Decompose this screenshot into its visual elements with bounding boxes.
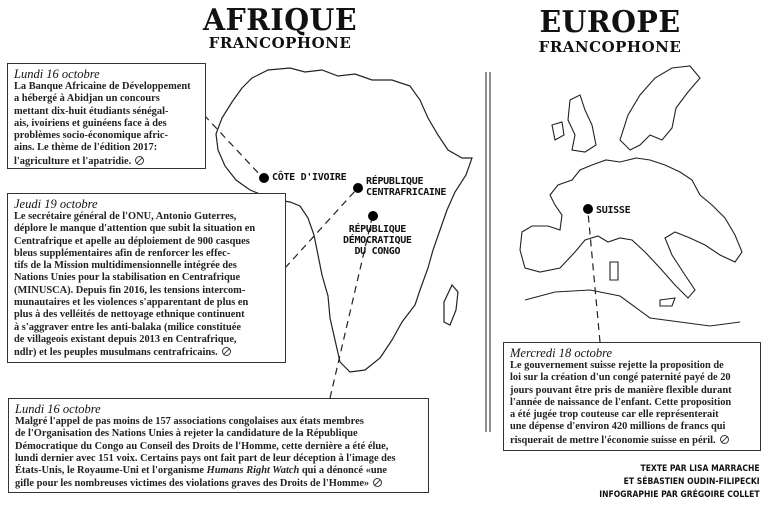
africa-subtitle: FRANCOPHONE bbox=[208, 34, 352, 52]
europe-title: EUROPE bbox=[539, 5, 681, 40]
end-mark-icon bbox=[222, 347, 231, 356]
label-suisse: SUISSE bbox=[596, 205, 631, 216]
article-date: Mercredi 18 octobre bbox=[510, 346, 613, 360]
article-line: munautaires et les violences s'apparentant de plus en bbox=[14, 297, 249, 309]
article-line bbox=[15, 477, 422, 490]
article-text: États-Unis, le Royaume-Uni et l'organisme bbox=[15, 465, 207, 477]
article-line: ais, ivoiriens et guinéens face à des bbox=[14, 117, 167, 129]
connector-line bbox=[204, 115, 262, 177]
label-line: CENTRAFRICAINE bbox=[366, 187, 447, 198]
article-text: ndlr) et les peuples musulmans centrafricains. bbox=[14, 347, 218, 359]
article-text: l'agriculture et l'apatridie. bbox=[14, 155, 132, 167]
article-text: risquerait de mettre l'économie suisse en péril. bbox=[510, 434, 716, 446]
north-africa-coast bbox=[525, 290, 740, 326]
article-line: lundi dernier avec 151 voix. Certains pays ont fait part de leur déception à l'image des bbox=[15, 452, 396, 464]
article-line: de l'Organisation des Nations Unies à rejeter la candidature de la République bbox=[15, 428, 358, 440]
article-line bbox=[510, 434, 754, 447]
article-line: Démocratique du Congo au Conseil des Droits de l'Homme, cette dernière a été élue, bbox=[15, 440, 389, 452]
article-line: mettant dix-huit étudiants sénégal- bbox=[14, 105, 169, 117]
credit-line: INFOGRAPHIE PAR GRÉGOIRE COLLET bbox=[599, 490, 760, 500]
article-line: jours pouvant être pris de manière flexible durant bbox=[510, 384, 732, 396]
connector-line bbox=[588, 212, 600, 342]
article-line: (MINUSCA). Depuis fin 2016, les tensions intercom- bbox=[14, 284, 246, 296]
article-cote-ivoire bbox=[7, 63, 206, 169]
rdc-marker bbox=[368, 211, 378, 221]
article-line: Malgré l'appel de pas moins de 157 associations congolaises aux états membres bbox=[15, 416, 364, 427]
label-line: DÉMOCRATIQUE bbox=[343, 235, 412, 246]
article-text: gifle pour les nombreuses victimes des violations graves des Droits de l'Homme» bbox=[15, 478, 370, 490]
article-suisse bbox=[503, 342, 761, 451]
article-date: Lundi 16 octobre bbox=[14, 67, 100, 81]
article-line: a hébergé à Abidjan un concours bbox=[14, 93, 160, 105]
europe-subtitle: FRANCOPHONE bbox=[538, 38, 682, 56]
label-cote-ivoire: CÔTE D'IVOIRE bbox=[272, 172, 347, 183]
scandinavia-map bbox=[620, 66, 700, 150]
article-emphasis: Humans Right Watch bbox=[206, 465, 300, 477]
article-centrafrique bbox=[7, 193, 286, 363]
end-mark-icon bbox=[135, 156, 144, 165]
article-date: Lundi 16 octobre bbox=[15, 402, 101, 416]
africa-title: AFRIQUE bbox=[202, 3, 358, 38]
article-line: problèmes socio-économique afric- bbox=[14, 130, 168, 142]
article-line: a été jugée trop couteuse car elle représenterait bbox=[510, 409, 719, 421]
article-line bbox=[14, 346, 279, 359]
article-rdc bbox=[8, 398, 429, 493]
article-line: Centrafrique et apelle au déploiement de 900 casques bbox=[14, 235, 250, 247]
article-line: plus à des velléités de nettoyage ethnique continuent bbox=[14, 309, 245, 321]
article-line: tifs de la Mission multidimensionnelle intégrée des bbox=[14, 260, 237, 272]
article-line: ains. Le thème de l'édition 2017: bbox=[14, 142, 158, 154]
credit-line: ET SÉBASTIEN OUDIN-FILIPECKI bbox=[624, 477, 760, 487]
article-line: loi sur la création d'un congé paternité payé de 20 bbox=[510, 372, 731, 384]
end-mark-icon bbox=[720, 435, 729, 444]
label-rdc bbox=[343, 224, 412, 257]
article-line: La Banque Africaine de Développement bbox=[14, 81, 191, 92]
italy-islands-map bbox=[610, 262, 675, 306]
article-line bbox=[15, 465, 422, 477]
article-line: de villageois existant depuis 2013 en Centrafrique, bbox=[14, 333, 237, 345]
article-line: l'année de naissance de l'enfant. Cette proposition bbox=[510, 396, 732, 408]
article-line: Nations Unies pour la stabilisation en Centrafrique bbox=[14, 272, 241, 284]
europe-map bbox=[520, 158, 742, 298]
credits bbox=[600, 463, 760, 502]
article-line: une dépense d'environ 420 millions de francs qui bbox=[510, 421, 726, 433]
credit-line: TEXTE PAR LISA MARRACHE bbox=[640, 464, 760, 474]
cote-ivoire-marker bbox=[259, 173, 269, 183]
article-line: Le secrétaire général de l'ONU, Antonio Guterres, bbox=[14, 211, 237, 222]
article-line: Le gouvernement suisse rejette la proposition de bbox=[510, 360, 724, 371]
article-line: bleus supplémentaires afin de renforcer les effec- bbox=[14, 247, 231, 259]
label-line: RÉPUBLIQUE bbox=[366, 176, 424, 187]
rca-marker bbox=[353, 183, 363, 193]
uk-map bbox=[552, 95, 596, 152]
article-line: à s'aggraver entre les anti-balaka (milice constituée bbox=[14, 321, 242, 333]
article-line: déplore le manque d'attention que subit la situation en bbox=[14, 223, 256, 235]
label-line: DU CONGO bbox=[354, 246, 401, 257]
madagascar-map bbox=[444, 285, 458, 325]
article-text: qui a dénoncé «une bbox=[299, 465, 387, 477]
label-line: RÉPUBLIQUE bbox=[348, 224, 406, 235]
article-date: Jeudi 19 octobre bbox=[14, 197, 98, 211]
article-line bbox=[14, 155, 199, 168]
label-rca bbox=[366, 176, 446, 198]
suisse-marker bbox=[583, 204, 593, 214]
end-mark-icon bbox=[373, 478, 382, 487]
